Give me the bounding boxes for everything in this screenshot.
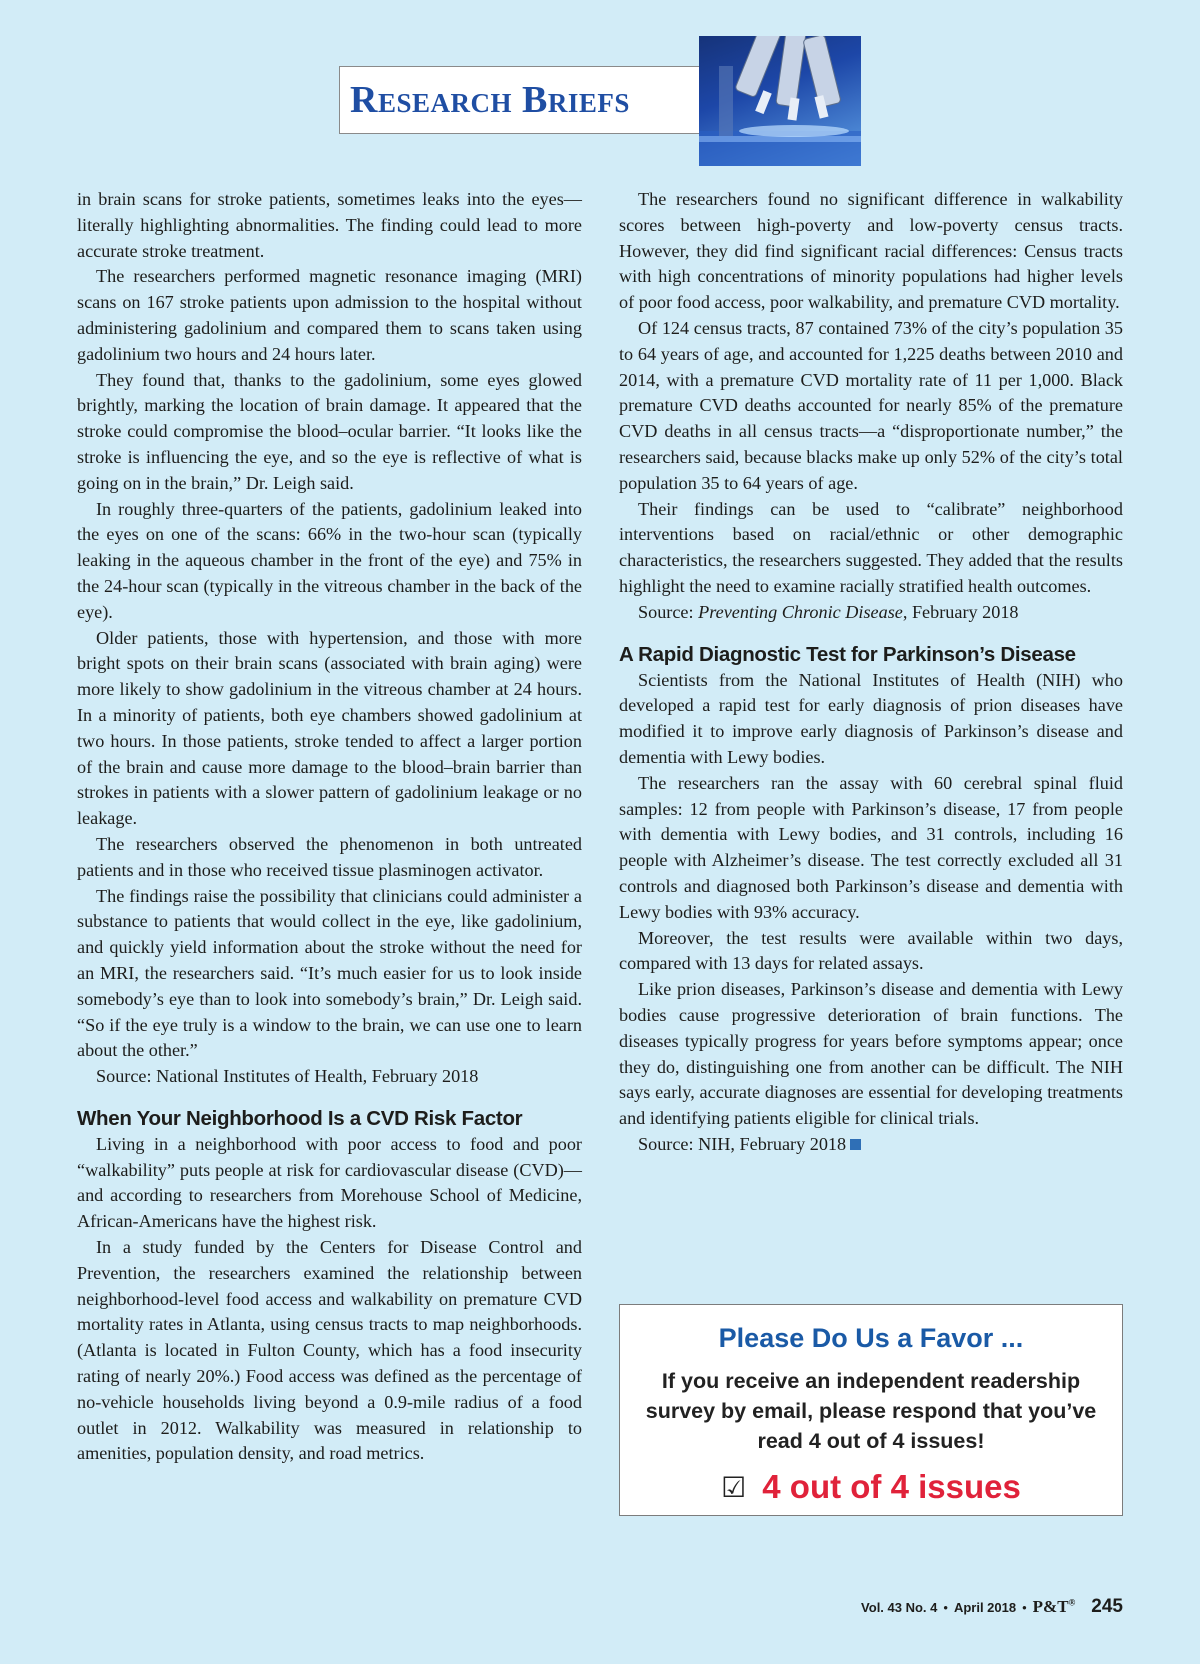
- paragraph: in brain scans for stroke patients, sometimes leaks into the eyes—literally highlighting abnormalities. The finding could lead to more accurate stroke treatment.: [77, 189, 582, 261]
- favor-count: 4 out of 4 issues: [762, 1468, 1021, 1505]
- paragraph: In a study funded by the Centers for Disease Control and Prevention, the researchers examined the relationship between neighborhood-level food access and walkability on premature CVD mortality rates in Atlanta, using census tracts to map neighborhoods. (Atlanta is located in Fulton County, which has a food insecurity rating of nearly 20%.) Food access was defined as the percentage of no-vehicle households living beyond a 0.9-mile radius of a food outlet in 2012. Walkability was measured in relationship to amenities, population density, and road metrics.: [77, 1237, 582, 1464]
- paragraph: Moreover, the test results were available within two days, compared with 13 days for related assays.: [619, 927, 1123, 974]
- paragraph: Like prion diseases, Parkinson’s disease and dementia with Lewy bodies cause progressive deterioration of brain functions. The diseases typically progress for years before symptoms appear; once they do, distinguishing one from another can be difficult. The NIH says early, accurate diagnoses are essential for developing treatments and identifying patients eligible for clinical trials.: [619, 979, 1123, 1129]
- paragraph: The findings raise the possibility that clinicians could administer a substance to patients that would collect in the eye, like gadolinium, and quickly yield information about the stroke without the need for an MRI, the researchers said. “It’s much easier for us to look inside somebody’s eye than to look into somebody’s brain,” Dr. Leigh said. “So if the eye truly is a window to the brain, we can use one to learn about the other.”: [77, 885, 582, 1061]
- registered-mark: ®: [1068, 1597, 1076, 1608]
- paragraph: The researchers ran the assay with 60 cerebral spinal fluid samples: 12 from people with Parkinson’s disease, 17 from people with dementia with Lewy bodies, and 31 controls, including 16 people with Alzheimer’s disease. The test correctly excluded all 31 controls and diagnosed both Parkinson’s disease and dementia with Lewy bodies with 93% accuracy.: [619, 772, 1123, 922]
- paragraph: Their findings can be used to “calibrate” neighborhood interventions based on racial/ethnic or other demographic characteristics, the researchers suggested. They added that the results highlight the need to examine racially stratified health outcomes.: [619, 498, 1123, 596]
- paragraph: Of 124 census tracts, 87 contained 73% of the city’s population 35 to 64 years of age, and accounted for 1,225 deaths between 2010 and 2014, with a premature CVD mortality rate of 11 per 1,000. Black premature CVD deaths accounted for nearly 85% of the premature CVD deaths in all census tracts—a “disproportionate number,” the researchers said, because blacks make up only 52% of the city’s total population 35 to 64 years of age.: [619, 317, 1123, 493]
- left-column: [77, 187, 582, 1467]
- paragraph: Living in a neighborhood with poor access to food and poor “walkability” puts people at risk for cardiovascular disease (CVD)—and according to researchers from Morehouse School of Medicine, African-Americans have the highest risk.: [77, 1133, 582, 1232]
- source-suffix: , February 2018: [902, 601, 1019, 622]
- favor-title: Please Do Us a Favor ...: [718, 1323, 1024, 1353]
- paragraph: In roughly three-quarters of the patients, gadolinium leaked into the eyes on one of the scans: 66% in the two-hour scan (typically leaking in the aqueous chamber in the front of the eye) and 75% in the 24-hour scan (typically in the vitreous chamber in the back of the eye).: [77, 498, 582, 622]
- paragraph: Scientists from the National Institutes of Health (NIH) who developed a rapid test for early diagnosis of prion diseases have modified it to improve early diagnosis of Parkinson’s disease and dementia with Lewy bodies.: [619, 669, 1123, 767]
- issue-date: April 2018: [953, 1600, 1017, 1615]
- article-heading-parkinsons: A Rapid Diagnostic Test for Parkinson’s Disease: [619, 642, 1076, 666]
- source-journal-title: Preventing Chronic Disease: [698, 601, 903, 622]
- checkbox-checked-icon: ☑: [721, 1470, 747, 1504]
- section-header: [339, 66, 701, 134]
- paragraph: The researchers observed the phenomenon in both untreated patients and in those who received tissue plasminogen activator.: [77, 833, 582, 880]
- paragraph: The researchers performed magnetic resonance imaging (MRI) scans on 167 stroke patients upon admission to the hospital without administering gadolinium and compared them to scans taken using gadolinium two hours and 24 hours later.: [77, 266, 582, 364]
- volume-issue: Vol. 43 No. 4: [861, 1600, 938, 1615]
- source-prefix: Source:: [638, 601, 699, 622]
- source-line: [619, 1132, 1123, 1158]
- page-number: 245: [1091, 1596, 1123, 1617]
- favor-body: If you receive an independent readership survey by email, please respond that you’ve read 4 out of 4 issues!: [645, 1369, 1097, 1453]
- section-title: Research Briefs: [350, 79, 630, 121]
- paragraph: They found that, thanks to the gadolinium, some eyes glowed brightly, marking the location of brain damage. It appeared that the stroke could compromise the blood–ocular barrier. “It looks like the stroke is influencing the eye, and so the eye is reflective of what is going on in the brain,” Dr. Leigh said.: [77, 369, 582, 493]
- source-line: Source: National Institutes of Health, February 2018: [96, 1066, 479, 1087]
- paragraph: Older patients, those with hypertension, and those with more bright spots on their brain scans (associated with brain aging) were more likely to show gadolinium in the vitreous chamber at 24 hours. In a minority of patients, both eye chambers showed gadolinium at two hours. In those patients, stroke tended to affect a larger portion of the brain and cause more damage to the blood–brain barrier than strokes in patients with a slower pattern of gadolinium leakage or no leakage.: [77, 627, 582, 829]
- right-column: [619, 187, 1123, 1158]
- journal-text: P&T: [1032, 1597, 1069, 1616]
- favor-box: [619, 1304, 1123, 1516]
- separator-dot: •: [1022, 1600, 1027, 1615]
- source-text: Source: NIH, February 2018: [638, 1133, 847, 1154]
- source-line: [619, 600, 1123, 626]
- microscope-icon: [699, 36, 861, 166]
- favor-answer: [620, 1468, 1122, 1506]
- end-of-article-square-icon: [850, 1139, 861, 1150]
- paragraph: The researchers found no significant difference in walkability scores between high-poverty and low-poverty census tracts. However, they did find significant racial differences: Census tracts with high concentrations of minority populations had higher levels of poor food access, poor walkability, and premature CVD mortality.: [619, 189, 1123, 313]
- separator-dot: •: [943, 1600, 948, 1615]
- article-heading-cvd: When Your Neighborhood Is a CVD Risk Factor: [77, 1106, 523, 1130]
- page-footer: [861, 1596, 1123, 1618]
- microscope-image: [699, 36, 861, 166]
- journal-name: [1033, 1597, 1076, 1617]
